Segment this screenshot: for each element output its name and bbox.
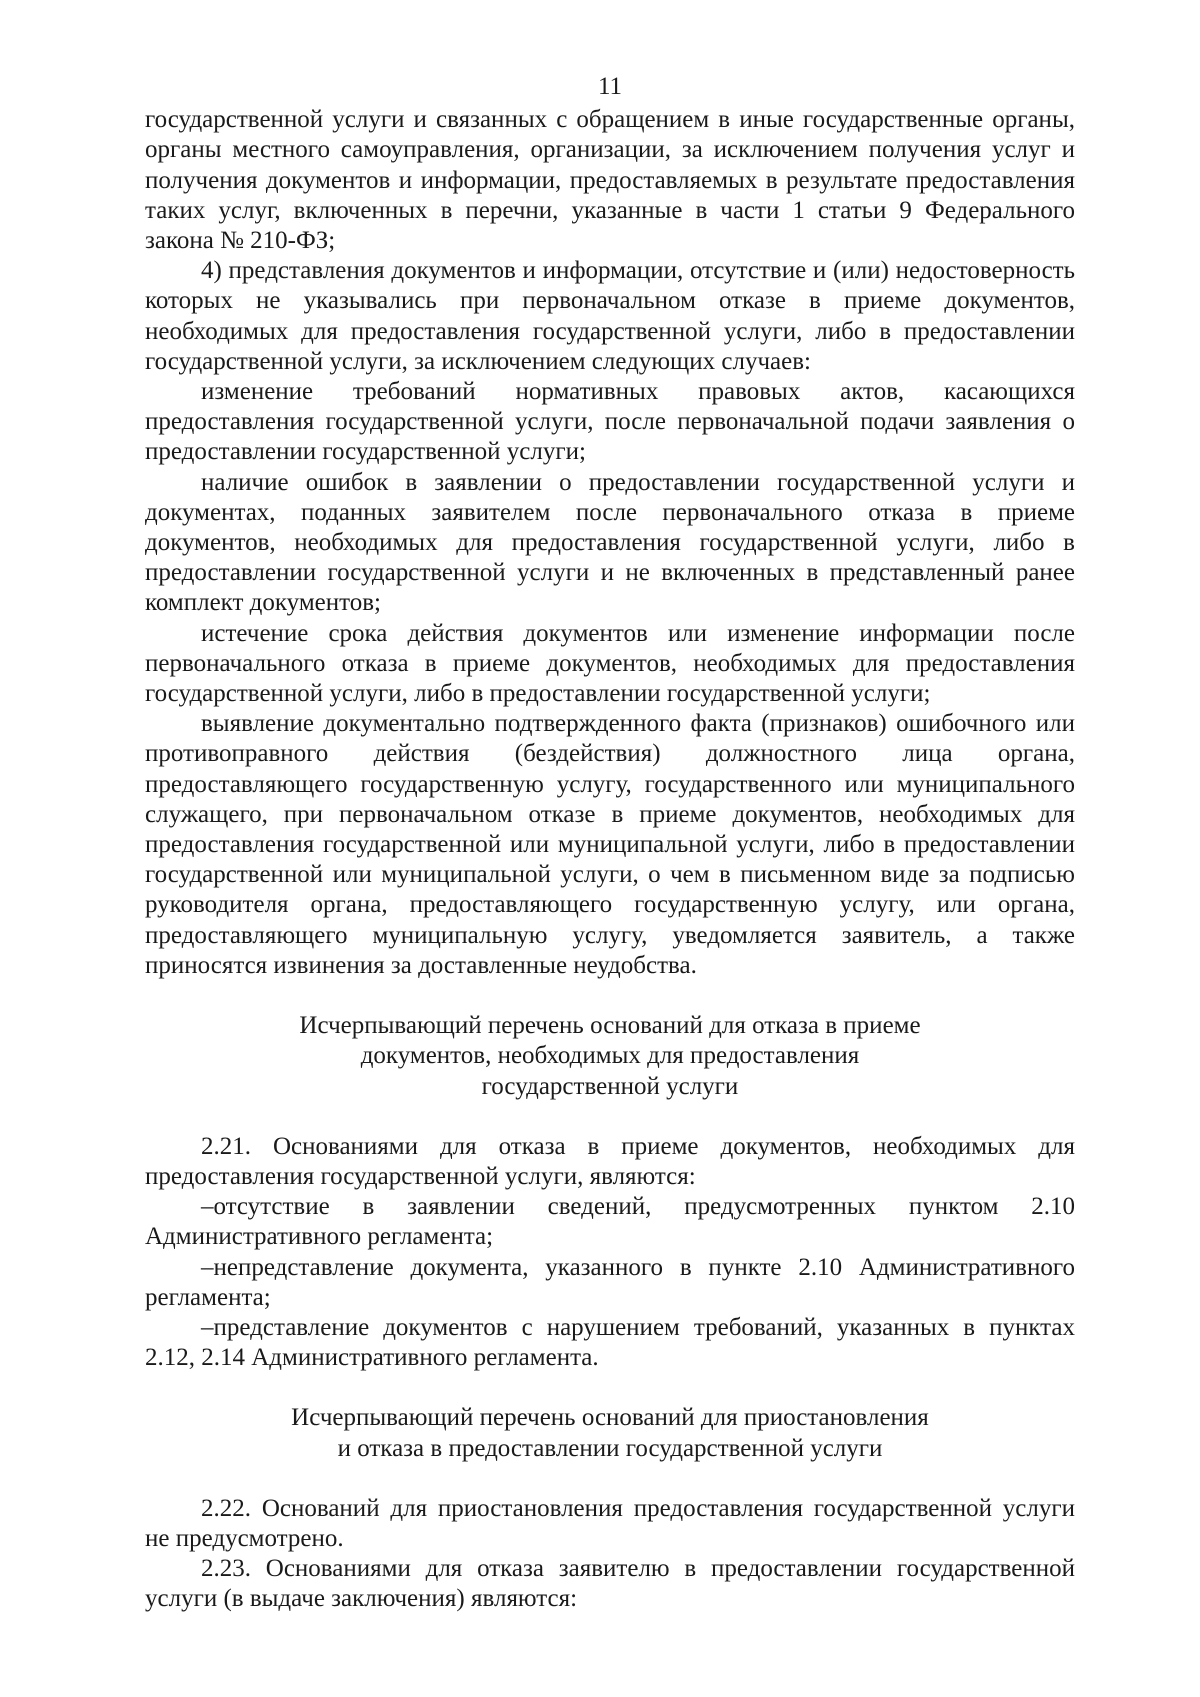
heading-line: Исчерпывающий перечень оснований для отказа в приеме <box>299 1012 921 1040</box>
paragraph-case-errors: наличие ошибок в заявлении о предоставлении государственной услуги и документах, поданных заявителем после первоначального отказа в приеме документов, необходимых для предоставления государственной услуги, либо в предоставлении государственной услуги и не включенных в представленный ранее комплект документов; <box>145 468 1075 617</box>
section-heading-suspension-refusal <box>145 1403 1075 1463</box>
page-number: 11 <box>597 73 623 100</box>
list-item-requirements-violation: –представление документов с нарушением требований, указанных в пунктах 2.12, 2.14 Административного регламента. <box>145 1313 1075 1372</box>
heading-line: и отказа в предоставлении государственной услуги <box>337 1434 883 1462</box>
heading-line: Исчерпывающий перечень оснований для приостановления <box>291 1404 929 1432</box>
paragraph-2-23: 2.23. Основаниями для отказа заявителю в предоставлении государственной услуги (в выдаче заключения) являются: <box>145 1555 1075 1613</box>
heading-line: документов, необходимых для предоставления <box>360 1042 860 1070</box>
section-heading-refusal-acceptance <box>145 1011 1075 1102</box>
paragraph-case-requirements-change: изменение требований нормативных правовых актов, касающихся предоставления государственной услуги, после первоначальной подачи заявления о предоставлении государственной услуги; <box>145 378 1075 466</box>
document-page <box>145 72 1075 1615</box>
paragraph-continuation: государственной услуги и связанных с обращением в иные государственные органы, органы местного самоуправления, организации, за исключением получения услуг и получения документов и информации, предоставляемых в результате предоставления таких услуг, включенных в перечни, указанные в части 1 статьи 9 Федерального закона № 210-ФЗ; <box>145 106 1075 255</box>
paragraph-case-expiry: истечение срока действия документов или изменение информации после первоначального отказа в приеме документов, необходимых для предоставления государственной услуги, либо в предоставлении государственной услуги; <box>145 619 1075 708</box>
paragraph-case-misconduct: выявление документально подтвержденного факта (признаков) ошибочного или противоправного действия (бездействия) должностного лица органа, предоставляющего государственную услугу, государственного или муниципального служащего, при первоначальном отказе в приеме документов, необходимых для предоставления государственной или муниципальной услуги, либо в предоставлении государственной или муниципальной услуги, о чем в письменном виде за подписью руководителя органа, предоставляющего государственную услугу, или органа, предоставляющего муниципальную услугу, уведомляется заявитель, а также приносятся извинения за доставленные неудобства. <box>145 710 1075 979</box>
list-item-missing-info: –отсутствие в заявлении сведений, предусмотренных пунктом 2.10 Административного регламента; <box>145 1193 1075 1251</box>
paragraph-item-4: 4) представления документов и информации, отсутствие и (или) недостоверность которых не указывались при первоначальном отказе в приеме документов, необходимых для предоставления государственной услуги, либо в предоставлении государственной услуги, за исключением следующих случаев: <box>145 257 1075 375</box>
paragraph-2-22: 2.22. Оснований для приостановления предоставления государственной услуги не предусмотрено. <box>145 1494 1075 1552</box>
list-item-missing-document: –непредставление документа, указанного в пункте 2.10 Административного регламента; <box>145 1253 1075 1311</box>
paragraph-2-21: 2.21. Основаниями для отказа в приеме документов, необходимых для предоставления государственной услуги, являются: <box>145 1132 1075 1190</box>
heading-line: государственной услуги <box>481 1072 739 1100</box>
